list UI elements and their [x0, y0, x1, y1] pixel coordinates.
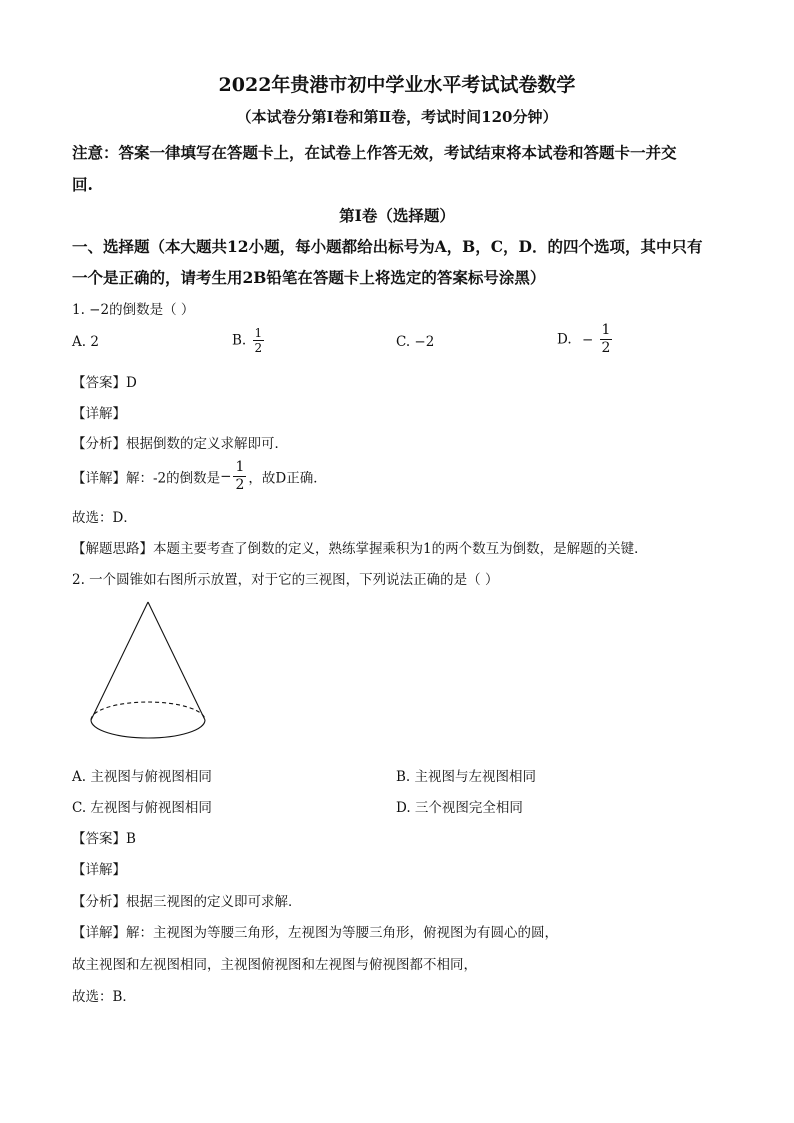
q1-explanation-denominator: 2: [235, 477, 245, 493]
q1-explanation: [72, 459, 327, 494]
q1-option-b-numerator: 1: [254, 326, 263, 340]
q1-option-c: C. −2: [396, 334, 435, 350]
q1-explanation-fraction: [233, 459, 246, 494]
notice-line-2: 回.: [72, 175, 93, 194]
q2-explanation-line-1: 【详解】解：主视图为等腰三角形，左视图为等腰三角形，俯视图为有圆心的圆，: [72, 925, 558, 941]
q1-detail-header: 【详解】: [72, 406, 126, 422]
q2-option-d: D. 三个视图完全相同: [396, 800, 523, 816]
q2-option-c: C. 左视图与俯视图相同: [72, 800, 212, 816]
q1-option-a: A. 2: [72, 334, 99, 350]
q1-option-d: [557, 322, 614, 357]
q1-explanation-numerator: 1: [235, 459, 245, 475]
q1-option-b-label: B.: [232, 332, 247, 349]
q1-explanation-sign: −: [220, 468, 232, 485]
q2-explanation-line-2: 故主视图和左视图相同，主视图俯视图和左视图与俯视图都不相同，: [72, 957, 477, 973]
q2-option-a: A. 主视图与俯视图相同: [72, 769, 212, 785]
q1-option-d-fraction: [600, 322, 613, 357]
q2-detail-header: 【详解】: [72, 862, 126, 878]
q1-explanation-pre: 【详解】解：-2的倒数是: [72, 470, 221, 487]
q1-answer: 【答案】D: [72, 375, 137, 391]
q1-analysis: 【分析】根据倒数的定义求解即可．: [72, 436, 288, 452]
cone-left-edge: [91, 602, 148, 720]
cone-base-back-arc: [91, 702, 205, 720]
q1-solution-thinking: 【解题思路】本题主要考查了倒数的定义，熟练掌握乘积为1的两个数互为倒数，是解题的关键．: [72, 541, 648, 557]
cone-base-front-arc: [91, 720, 205, 738]
part1-instructions-line-2: 一个是正确的，请考生用2B铅笔在答题卡上将选定的答案标号涂黑）: [72, 268, 546, 287]
q1-option-b-denominator: 2: [254, 341, 263, 355]
notice-line-1: 注意：答案一律填写在答题卡上，在试卷上作答无效，考试结束将本试卷和答题卡一并交: [72, 143, 677, 162]
q1-option-d-sign: −: [581, 331, 594, 348]
page-subtitle: （本试卷分第Ⅰ卷和第Ⅱ卷，考试时间120分钟）: [236, 108, 558, 126]
q1-option-b-fraction: [253, 326, 265, 355]
q1-option-b: [232, 326, 266, 355]
q2-stem: 2. 一个圆锥如右图所示放置，对于它的三视图，下列说法正确的是（ ）: [72, 572, 499, 588]
q2-option-b: B. 主视图与左视图相同: [396, 769, 537, 785]
section-title: 第Ⅰ卷（选择题）: [339, 206, 455, 225]
q2-answer: 【答案】B: [72, 831, 136, 847]
q1-choose: 故选：D．: [72, 510, 137, 526]
q2-analysis: 【分析】根据三视图的定义即可求解．: [72, 894, 302, 910]
part1-instructions-line-1: 一、选择题（本大题共12小题，每小题都给出标号为A，B，C，D．的四个选项，其中只有: [72, 237, 703, 256]
q2-choose: 故选：B．: [72, 989, 136, 1005]
q1-explanation-post: ，故D正确．: [248, 470, 327, 487]
q1-stem: 1. −2的倒数是（ ）: [72, 302, 195, 318]
cone-figure: [84, 596, 214, 750]
q1-option-d-numerator: 1: [601, 322, 611, 338]
q1-option-d-denominator: 2: [601, 340, 611, 356]
page-title: 2022年贵港市初中学业水平考试试卷数学: [218, 74, 576, 96]
q1-option-d-label: D.: [557, 331, 572, 348]
